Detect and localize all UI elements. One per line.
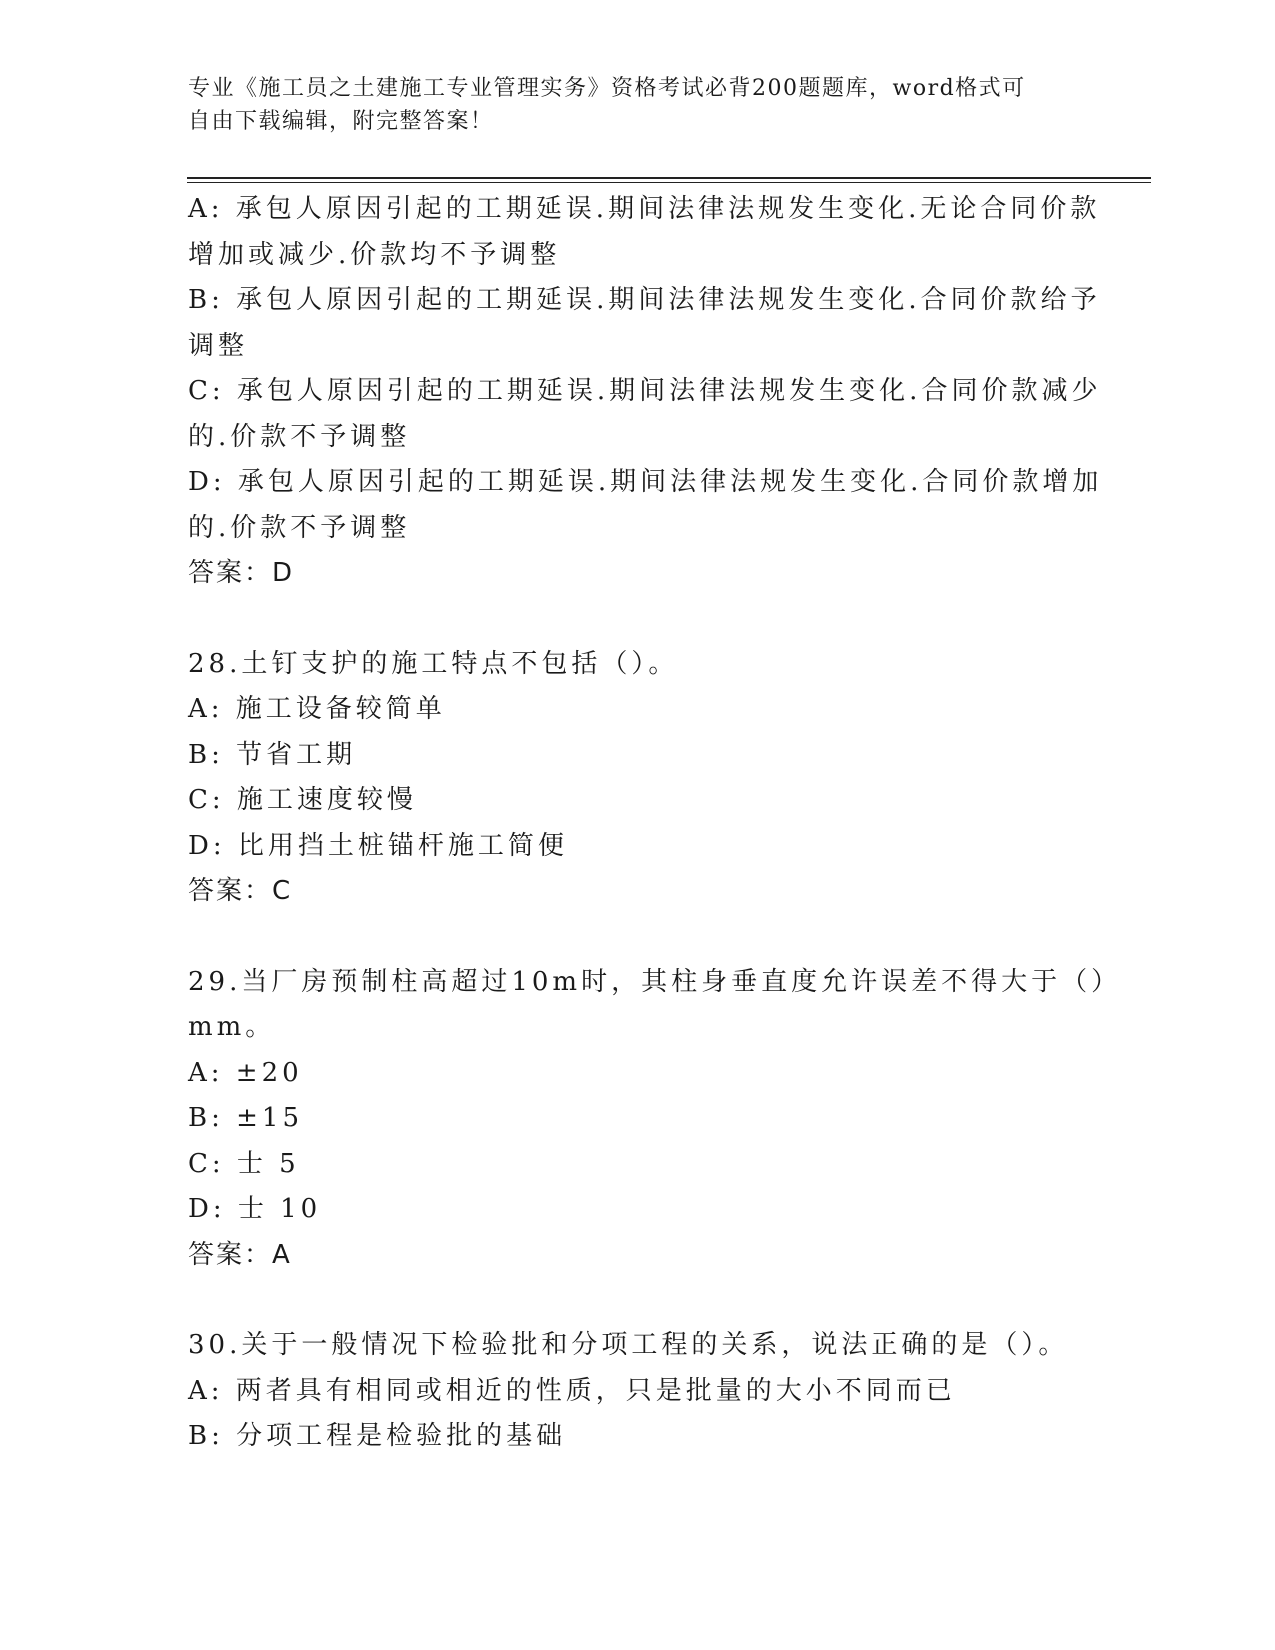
option-c: C: 士 5 bbox=[188, 1148, 300, 1179]
header-title-line-2: 自由下载编辑，附完整答案！ bbox=[188, 109, 494, 134]
question-27 bbox=[188, 187, 1103, 597]
answer: 答案：A bbox=[188, 1239, 292, 1270]
spacer bbox=[188, 915, 1088, 960]
header-divider bbox=[187, 177, 1151, 183]
option-b-line-2: 调整 bbox=[188, 330, 249, 361]
question-text-line-1: 29.当厂房预制柱高超过10m时，其柱身垂直度允许误差不得大于（） bbox=[188, 966, 1122, 997]
question-text: 30.关于一般情况下检验批和分项工程的关系，说法正确的是（）。 bbox=[188, 1330, 1069, 1360]
question-text-line-2: mm。 bbox=[188, 1012, 276, 1042]
question-list bbox=[188, 187, 1122, 1460]
spacer bbox=[188, 597, 1088, 642]
question-28 bbox=[188, 642, 1088, 915]
option-a: A: 两者具有相同或相近的性质，只是批量的大小不同而已 bbox=[188, 1375, 956, 1406]
document-header bbox=[188, 72, 1068, 138]
option-b: B: ±15 bbox=[188, 1103, 303, 1133]
option-d: D: 士 10 bbox=[188, 1194, 322, 1224]
option-a-line-2: 增加或减少.价款均不予调整 bbox=[188, 239, 561, 270]
option-a: A: ±20 bbox=[188, 1057, 303, 1088]
answer: 答案：C bbox=[188, 876, 293, 906]
question-29 bbox=[188, 960, 1122, 1279]
option-a-line-1: A: 承包人原因引起的工期延误.期间法律法规发生变化.无论合同价款 bbox=[188, 194, 1101, 224]
spacer bbox=[188, 1278, 1088, 1323]
option-a: A: 施工设备较简单 bbox=[188, 694, 446, 724]
answer: 答案：D bbox=[188, 558, 295, 588]
option-b-line-1: B: 承包人原因引起的工期延误.期间法律法规发生变化.合同价款给予 bbox=[188, 285, 1101, 315]
option-b: B: 节省工期 bbox=[188, 739, 357, 770]
question-30 bbox=[188, 1323, 1088, 1460]
option-c-line-2: 的.价款不予调整 bbox=[188, 421, 411, 452]
option-d-line-1: D: 承包人原因引起的工期延误.期间法律法规发生变化.合同价款增加 bbox=[188, 467, 1103, 497]
option-d: D: 比用挡土桩锚杆施工简便 bbox=[188, 830, 568, 861]
option-b: B: 分项工程是检验批的基础 bbox=[188, 1421, 567, 1451]
option-d-line-2: 的.价款不予调整 bbox=[188, 512, 411, 543]
option-c: C: 施工速度较慢 bbox=[188, 785, 417, 815]
question-text: 28.土钉支护的施工特点不包括（）。 bbox=[188, 648, 679, 679]
option-c-line-1: C: 承包人原因引起的工期延误.期间法律法规发生变化.合同价款减少 bbox=[188, 376, 1102, 406]
header-title-line-1: 专业《施工员之土建施工专业管理实务》资格考试必背200题题库，word格式可 bbox=[188, 76, 1026, 101]
